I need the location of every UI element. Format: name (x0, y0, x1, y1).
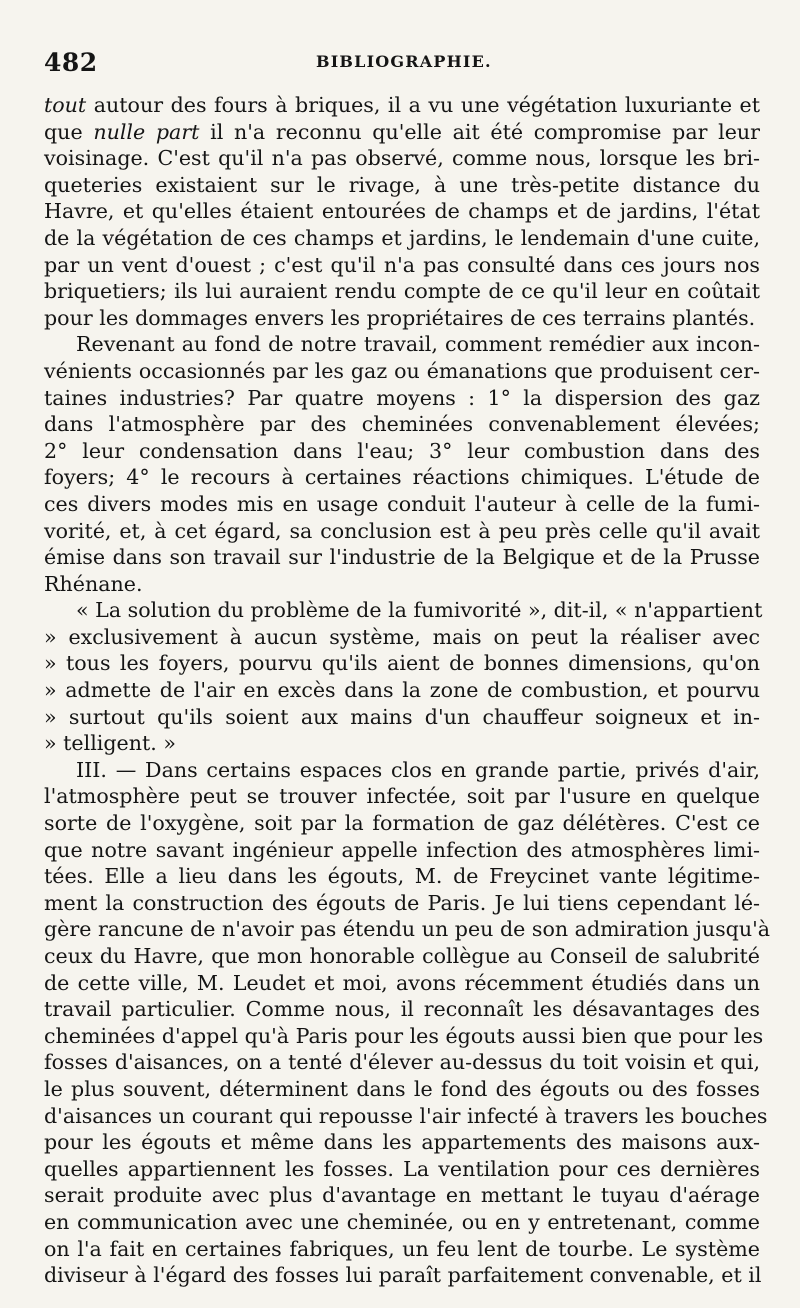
line-text: l'atmosphère peut se trouver infectée, soit par l'usure en quelque (44, 784, 760, 809)
text-line (44, 890, 760, 917)
line-text: sorte de l'oxygène, soit par la formation de gaz délétères. C'est ce (44, 811, 760, 836)
line-text: voisinage. C'est qu'il n'a pas observé, comme nous, lorsque les bri- (44, 146, 760, 171)
text-line (44, 305, 760, 332)
text-line (44, 810, 760, 837)
text-line (44, 996, 760, 1023)
italic-text: tout (44, 93, 87, 117)
text-line (44, 198, 760, 225)
text-line (44, 624, 760, 651)
text-line (44, 1103, 768, 1130)
line-text: pour les dommages envers les propriétaires de ces terrains plantés. (44, 305, 756, 330)
line-text: le plus souvent, déterminent dans le fond des égouts ou des fosses (44, 1076, 760, 1101)
text-line (44, 358, 760, 385)
text-line (44, 1182, 760, 1209)
text-line (44, 278, 760, 305)
text-line (44, 119, 760, 146)
text-line (44, 677, 760, 704)
text-line (44, 704, 760, 731)
text-line (44, 145, 760, 172)
line-text: » surtout qu'ils soient aux mains d'un chauffeur soigneux et in- (44, 704, 760, 729)
line-text: on l'a fait en certaines fabriques, un feu lent de tourbe. Le système (44, 1236, 760, 1261)
text-line (44, 225, 760, 252)
text-line (44, 571, 760, 598)
text-line (44, 464, 760, 491)
line-text: dans l'atmosphère par des cheminées convenablement élevées; (44, 412, 760, 437)
text-line (44, 172, 760, 199)
line-text: Havre, et qu'elles étaient entourées de champs et de jardins, l'état (44, 199, 760, 224)
line-text: » admette de l'air en excès dans la zone de combustion, et pourvu (44, 678, 760, 703)
text-line (44, 1049, 760, 1076)
text-line (44, 544, 760, 571)
line-text: vorité, et, à cet égard, sa conclusion est à peu près celle qu'il avait (44, 518, 760, 543)
paragraph (44, 331, 760, 597)
line-text: » exclusivement à aucun système, mais on peut la réaliser avec (44, 624, 760, 649)
line-text: queteries existaient sur le rivage, à une très-petite distance du (44, 172, 760, 197)
italic-text: nulle part (93, 119, 200, 144)
line-text: briquetiers; ils lui auraient rendu compte de ce qu'il leur en coûtait (44, 279, 760, 304)
text-line (44, 783, 760, 810)
text-line (44, 1236, 760, 1263)
line-text: taines industries? Par quatre moyens : 1° la dispersion des gaz (44, 385, 760, 410)
text-line (44, 757, 760, 784)
line-text: pour les égouts et même dans les appartements des maisons aux- (44, 1130, 760, 1155)
text-line (44, 1076, 760, 1103)
line-text: serait produite avec plus d'avantage en mettant le tuyau d'aérage (44, 1183, 760, 1208)
page-body (44, 92, 771, 1289)
line-text: tées. Elle a lieu dans les égouts, M. de Freycinet vante légitime- (44, 864, 760, 889)
line-text: de cette ville, M. Leudet et moi, avons récemment étudiés dans un (44, 970, 760, 995)
line-text: cheminées d'appel qu'à Paris pour les égouts aussi bien que pour les (44, 1023, 764, 1048)
line-text: de la végétation de ces champs et jardins, le lendemain d'une cuite, (44, 225, 760, 250)
line-text: quelles appartiennent les fosses. La ventilation pour ces dernières (44, 1156, 760, 1181)
text-line (44, 916, 771, 943)
line-text: ces divers modes mis en usage conduit l'auteur à celle de la fumi- (44, 491, 760, 516)
line-text: III. — Dans certains espaces clos en grande partie, privés d'air, (76, 757, 760, 782)
page-header (44, 48, 760, 92)
line-text: gère rancune de n'avoir pas étendu un peu de son admiration jusqu'à (44, 917, 771, 942)
line-text: autour des fours à briques, il a vu une végétation luxuriante et (86, 93, 760, 117)
text-line (44, 1156, 760, 1183)
line-text: que (44, 119, 94, 144)
paragraph (44, 597, 763, 757)
text-line (44, 863, 760, 890)
line-text: « La solution du problème de la fumivorité », dit-il, « n'appartient (76, 598, 763, 623)
line-text: 2° leur condensation dans l'eau; 3° leur combustion dans des (44, 438, 760, 463)
line-text: Rhénane. (44, 571, 143, 596)
page-number: 482 (44, 48, 98, 77)
text-line (44, 650, 760, 677)
text-line (44, 1262, 760, 1289)
line-text: travail particulier. Comme nous, il reconnaît les désavantages des (44, 997, 760, 1022)
text-line (44, 411, 760, 438)
text-line (44, 92, 760, 119)
line-text: en communication avec une cheminée, ou en y entretenant, comme (44, 1209, 760, 1234)
line-text: fosses d'aisances, on a tenté d'élever au-dessus du toit voisin et qui, (44, 1050, 760, 1075)
line-text: ment la construction des égouts de Paris. Je lui tiens cependant lé- (44, 890, 760, 915)
text-line (44, 1129, 760, 1156)
text-line (44, 1209, 760, 1236)
text-line (44, 597, 763, 624)
line-text: foyers; 4° le recours à certaines réactions chimiques. L'étude de (44, 465, 760, 490)
text-line (44, 1023, 764, 1050)
line-text: Revenant au fond de notre travail, comment remédier aux incon- (76, 332, 760, 357)
line-text: vénients occasionnés par les gaz ou émanations que produisent cer- (44, 358, 760, 383)
line-text: diviseur à l'égard des fosses lui paraît parfaitement convenable, et il (44, 1263, 762, 1288)
text-line (44, 943, 760, 970)
line-text: il n'a reconnu qu'elle ait été compromise par leur (199, 119, 760, 144)
line-text: d'aisances un courant qui repousse l'air infecté à travers les bouches (44, 1103, 768, 1128)
text-line (44, 518, 760, 545)
text-line (44, 331, 760, 358)
line-text: » telligent. » (44, 731, 176, 756)
running-title: BIBLIOGRAPHIE. (316, 52, 492, 71)
text-line (44, 385, 760, 412)
text-line (44, 491, 760, 518)
paragraph (44, 757, 771, 1289)
line-text: émise dans son travail sur l'industrie de la Belgique et de la Prusse (44, 545, 760, 570)
line-text: » tous les foyers, pourvu qu'ils aient de bonnes dimensions, qu'on (44, 651, 760, 676)
line-text: que notre savant ingénieur appelle infection des atmosphères limi- (44, 837, 760, 862)
text-line (44, 438, 760, 465)
line-text: par un vent d'ouest ; c'est qu'il n'a pas consulté dans ces jours nos (44, 252, 760, 277)
text-line (44, 730, 760, 757)
paragraph (44, 92, 760, 331)
text-line (44, 252, 760, 279)
text-line (44, 970, 760, 997)
text-line (44, 837, 760, 864)
line-text: ceux du Havre, que mon honorable collègue au Conseil de salubrité (44, 944, 760, 968)
